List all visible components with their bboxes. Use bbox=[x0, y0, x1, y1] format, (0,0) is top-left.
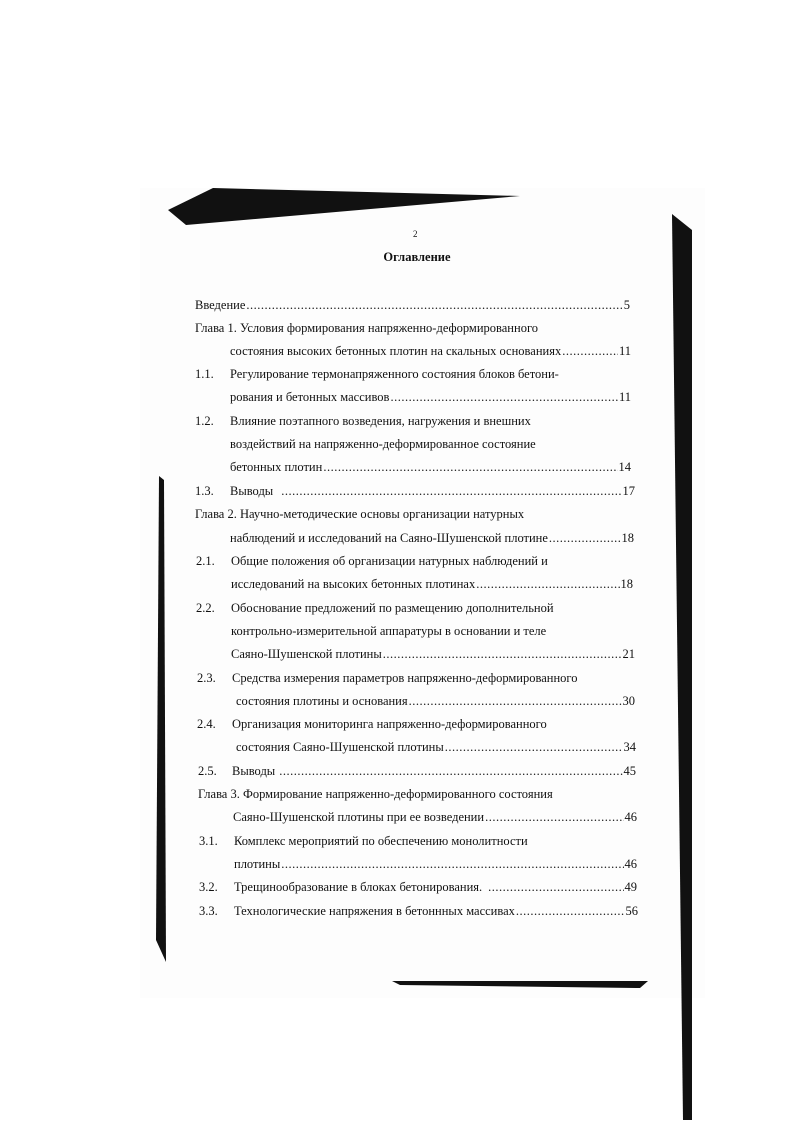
toc-entry-2-2-cont2[interactable]: Саяно-Шушенской плотины ..... 21 bbox=[231, 647, 635, 662]
section-number: 2.2. bbox=[196, 601, 215, 615]
page-number: 2 bbox=[413, 229, 418, 239]
page-title: Оглавление bbox=[383, 250, 451, 264]
section-number: 2.3. bbox=[197, 671, 216, 685]
toc-entry-3-2[interactable]: 3.2. Трещинообразование в блоках бетонирования. ..... 49 bbox=[199, 880, 637, 895]
toc-entry-chapter-3-cont[interactable]: Саяно-Шушенской плотины при ее возведении ..... 46 bbox=[233, 810, 637, 825]
toc-entry-chapter-1[interactable]: Глава 1. Условия формирования напряженно-деформированного bbox=[195, 321, 539, 335]
toc-entry-1-1[interactable]: 1.1. Регулирование термонапряженного состояния блоков бетони- bbox=[195, 367, 559, 381]
toc-entry-3-1-cont[interactable]: плотины ..... 46 bbox=[234, 857, 637, 872]
page-ref: 56 bbox=[625, 904, 638, 918]
section-number: 3.2. bbox=[199, 880, 218, 894]
toc-entry-chapter-1-cont[interactable]: состояния высоких бетонных плотин на скальных основаниях ..... 11 bbox=[230, 344, 631, 359]
toc-entry-1-1-cont[interactable]: рования и бетонных массивов ..... 11 bbox=[230, 390, 631, 405]
page-ref: 11 bbox=[618, 344, 631, 358]
section-number: 2.5. bbox=[198, 764, 217, 778]
page-ref: 34 bbox=[623, 740, 636, 754]
section-number: 1.2. bbox=[195, 414, 214, 428]
toc-entry-1-3[interactable]: Выводы 1.3. ..... 17 bbox=[195, 484, 635, 499]
toc-entry-2-5[interactable]: 2.5. Выводы ..... 45 bbox=[198, 764, 636, 779]
page-ref: 18 bbox=[621, 531, 634, 545]
section-number: 2.1. bbox=[196, 554, 215, 568]
toc-entry-intro[interactable]: Введение ..... 5 bbox=[195, 298, 630, 313]
toc-entry-2-1-cont[interactable]: исследований на высоких бетонных плотинах ..... 18 bbox=[231, 577, 633, 592]
toc-entry-3-3[interactable]: 3.3. Технологические напряжения в бетоннных массивах ..... 56 bbox=[199, 904, 638, 919]
toc-entry-chapter-2-cont[interactable]: наблюдений и исследований на Саяно-Шушенской плотине ..... 18 bbox=[230, 531, 634, 546]
toc-entry-chapter-2[interactable]: Глава 2. Научно-методические основы организации натурных bbox=[195, 507, 525, 521]
section-number: 2.4. bbox=[197, 717, 216, 731]
toc-entry-1-2-cont2[interactable]: бетонных плотин ..... 14 bbox=[230, 460, 631, 475]
toc-entry-chapter-3[interactable]: Глава 3. Формирование напряженно-деформированного состояния bbox=[198, 787, 553, 801]
page-ref: 46 bbox=[624, 810, 637, 824]
section-number: 3.1. bbox=[199, 834, 218, 848]
section-number: 1.1. bbox=[195, 367, 214, 381]
page-ref: 45 bbox=[623, 764, 636, 778]
toc-entry-2-1[interactable]: 2.1. Общие положения об организации натурных наблюдений и bbox=[196, 554, 548, 568]
section-number: 1.3. bbox=[195, 484, 214, 498]
page-ref: 18 bbox=[620, 577, 633, 591]
page-ref: 49 bbox=[624, 880, 637, 894]
toc-entry-2-3[interactable]: 2.3. Средства измерения параметров напряженно-деформированного bbox=[197, 671, 578, 685]
toc-entry-1-2[interactable]: 1.2. Влияние поэтапного возведения, нагружения и внешних bbox=[195, 414, 531, 428]
toc-entry-2-4-cont[interactable]: состояния Саяно-Шушенской плотины ..... 34 bbox=[236, 740, 636, 755]
toc-entry-1-2-cont[interactable]: воздействий на напряженно-деформированное состояние bbox=[230, 437, 536, 451]
page-ref: 17 bbox=[622, 484, 635, 498]
page-ref: 5 bbox=[623, 298, 630, 312]
toc-entry-2-2[interactable]: 2.2. Обоснование предложений по размещению дополнительной bbox=[196, 601, 554, 615]
toc-entry-2-4[interactable]: 2.4. Организация мониторинга напряженно-деформированного bbox=[197, 717, 547, 731]
page-ref: 46 bbox=[624, 857, 637, 871]
page-ref: 11 bbox=[618, 390, 631, 404]
section-number: 3.3. bbox=[199, 904, 218, 918]
page-ref: 21 bbox=[622, 647, 635, 661]
toc-entry-2-2-cont[interactable]: контрольно-измерительной аппаратуры в основании и теле bbox=[231, 624, 547, 638]
toc-entry-3-1[interactable]: 3.1. Комплекс мероприятий по обеспечению монолитности bbox=[199, 834, 528, 848]
toc-entry-2-3-cont[interactable]: состояния плотины и основания ..... 30 bbox=[236, 694, 635, 709]
page-ref: 14 bbox=[618, 460, 631, 474]
page-ref: 30 bbox=[622, 694, 635, 708]
